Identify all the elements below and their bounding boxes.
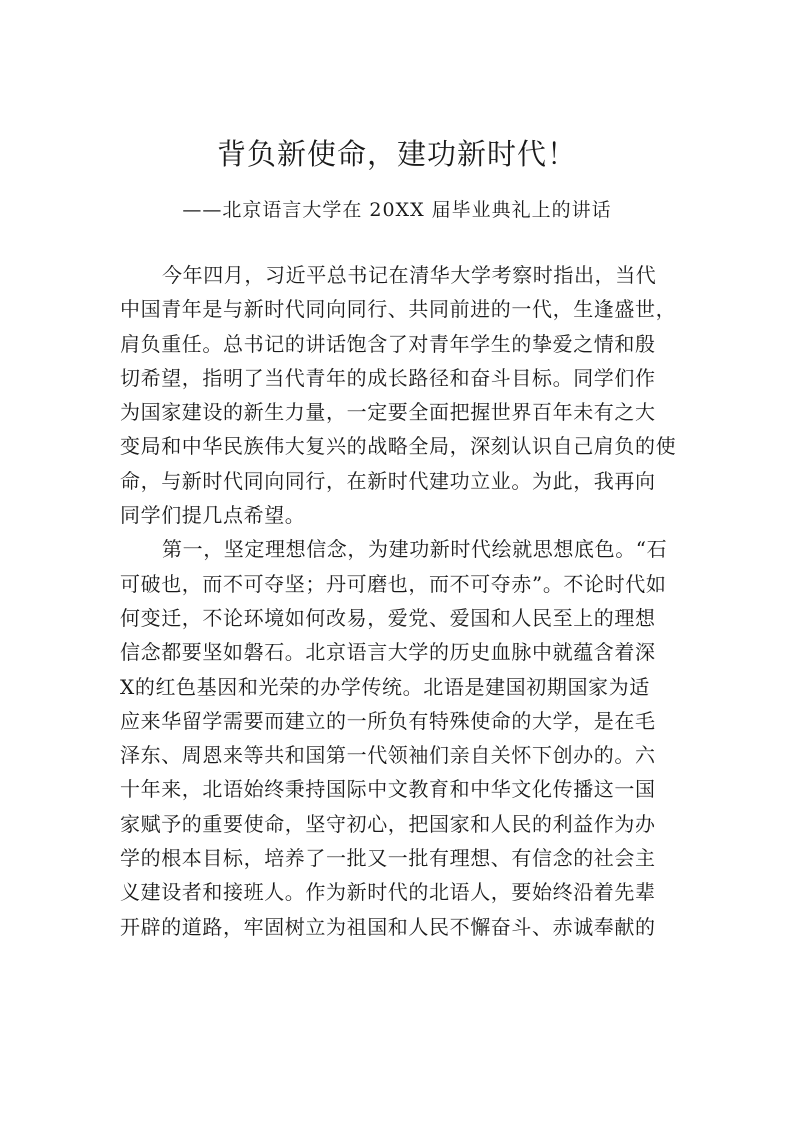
body-line: 第一，坚定理想信念，为建功新时代绘就思想底色。“石 bbox=[162, 537, 668, 562]
body-line: 肩负重任。总书记的讲话饱含了对青年学生的挚爱之情和殷 bbox=[120, 331, 656, 356]
body-line: 何变迁，不论环境如何改易，爱党、爱国和人民至上的理想 bbox=[120, 605, 656, 630]
body-line: 命，与新时代同向同行，在新时代建功立业。为此，我再向 bbox=[120, 468, 656, 493]
body-line: 为国家建设的新生力量，一定要全面把握世界百年未有之大 bbox=[120, 400, 656, 425]
body-line: 学的根本目标，培养了一批又一批有理想、有信念的社会主 bbox=[120, 846, 656, 871]
body-line: X的红色基因和光荣的办学传统。北语是建国初期国家为适 bbox=[120, 674, 650, 699]
body-line: 义建设者和接班人。作为新时代的北语人，要始终沿着先辈 bbox=[120, 880, 656, 905]
body-line: 应来华留学需要而建立的一所负有特殊使命的大学，是在毛 bbox=[120, 708, 656, 733]
document-body bbox=[120, 258, 690, 944]
body-line: 十年来，北语始终秉持国际中文教育和中华文化传播这一国 bbox=[120, 777, 656, 802]
document-subtitle: ——北京语言大学在 20XX 届毕业典礼上的讲话 bbox=[182, 199, 612, 221]
body-line: 同学们提几点希望。 bbox=[120, 503, 306, 528]
body-line: 家赋予的重要使命，坚守初心，把国家和人民的利益作为办 bbox=[120, 811, 656, 836]
document-title: 背负新使命，建功新时代！ bbox=[216, 137, 577, 171]
body-line: 中国青年是与新时代同向同行、共同前进的一代，生逢盛世， bbox=[120, 297, 677, 322]
body-line: 变局和中华民族伟大复兴的战略全局，深刻认识自己肩负的使 bbox=[120, 434, 677, 459]
body-line: 开辟的道路，牢固树立为祖国和人民不懈奋斗、赤诚奉献的 bbox=[120, 914, 656, 939]
body-line: 切希望，指明了当代青年的成长路径和奋斗目标。同学们作 bbox=[120, 365, 656, 390]
body-line: 今年四月，习近平总书记在清华大学考察时指出，当代 bbox=[162, 263, 657, 287]
body-line: 可破也，而不可夺坚；丹可磨也，而不可夺赤”。不论时代如 bbox=[120, 571, 667, 596]
body-line: 泽东、周恩来等共和国第一代领袖们亲自关怀下创办的。六 bbox=[120, 743, 656, 768]
body-line: 信念都要坚如磐石。北京语言大学的历史血脉中就蕴含着深 bbox=[120, 640, 656, 665]
